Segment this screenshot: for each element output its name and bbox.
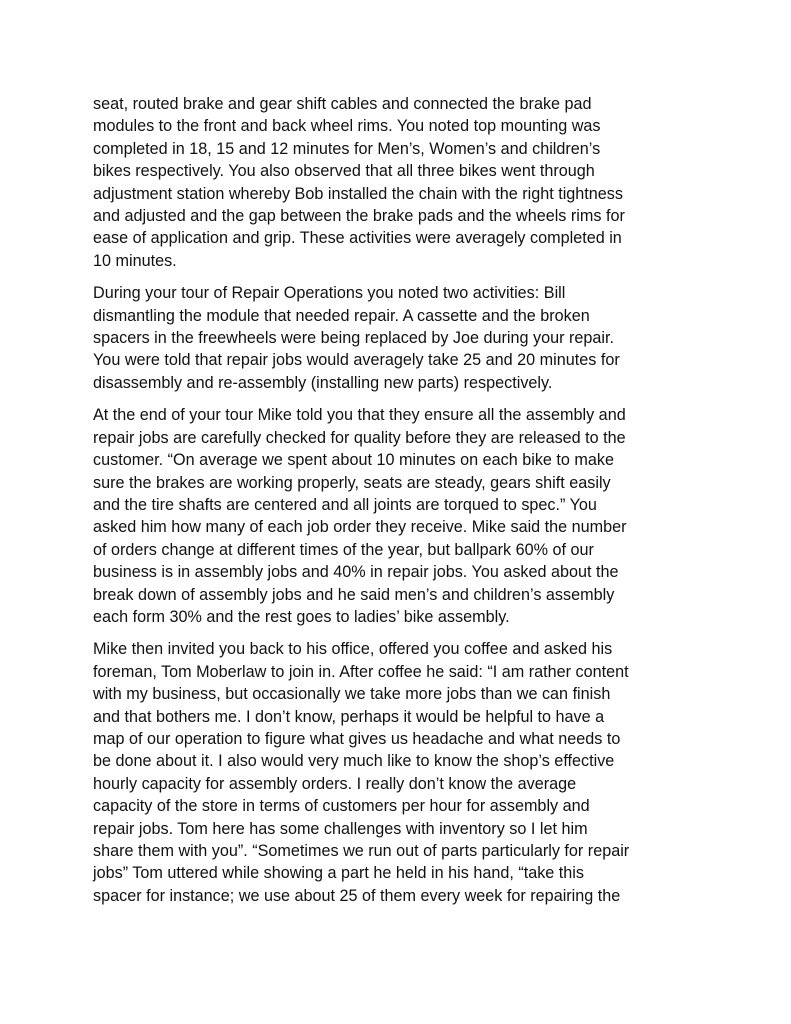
text-line: You were told that repair jobs would averagely take 25 and 20 minutes for	[93, 351, 620, 370]
paragraph-quality-check	[93, 404, 705, 628]
text-line: At the end of your tour Mike told you that they ensure all the assembly and	[93, 406, 626, 425]
text-line: foreman, Tom Moberlaw to join in. After coffee he said: “I am rather content	[93, 662, 629, 681]
paragraph-assembly-observations	[93, 93, 705, 272]
text-line: of orders change at different times of the year, but ballpark 60% of our	[93, 540, 594, 559]
text-line: Mike then invited you back to his office, offered you coffee and asked his	[93, 640, 613, 659]
text-line: each form 30% and the rest goes to ladies’ bike assembly.	[93, 607, 510, 626]
text-line: capacity of the store in terms of customers per hour for assembly and	[93, 797, 590, 816]
text-line: be done about it. I also would very much like to know the shop’s effective	[93, 752, 615, 771]
paragraph-repair-operations	[93, 282, 705, 394]
text-line: ease of application and grip. These activities were averagely completed in	[93, 229, 622, 248]
text-line: spacers in the freewheels were being replaced by Joe during your repair.	[93, 329, 614, 348]
text-line: 10 minutes.	[93, 251, 177, 270]
text-line: dismantling the module that needed repair. A cassette and the broken	[93, 306, 590, 325]
text-line: and adjusted and the gap between the brake pads and the wheels rims for	[93, 207, 625, 226]
text-line: sure the brakes are working properly, seats are steady, gears shift easily	[93, 473, 611, 492]
text-line: customer. “On average we spent about 10 minutes on each bike to make	[93, 451, 614, 470]
text-line: seat, routed brake and gear shift cables and connected the brake pad	[93, 95, 592, 113]
text-line: business is in assembly jobs and 40% in repair jobs. You asked about the	[93, 563, 619, 582]
text-line: hourly capacity for assembly orders. I really don’t know the average	[93, 774, 577, 793]
text-line: modules to the front and back wheel rims. You noted top mounting was	[93, 117, 601, 136]
text-line: repair jobs are carefully checked for quality before they are released to the	[93, 428, 626, 447]
text-line: bikes respectively. You also observed that all three bikes went through	[93, 162, 595, 181]
text-line: adjustment station whereby Bob installed the chain with the right tightness	[93, 184, 623, 203]
text-line: spacer for instance; we use about 25 of them every week for repairing the	[93, 886, 621, 905]
text-line: and that bothers me. I don’t know, perhaps it would be helpful to have a	[93, 707, 605, 726]
text-line: share them with you”. “Sometimes we run out of parts particularly for repair	[93, 842, 630, 860]
text-line: asked him how many of each job order they receive. Mike said the number	[93, 518, 627, 537]
text-line: jobs” Tom uttered while showing a part he held in his hand, “take this	[93, 864, 584, 883]
page-body	[93, 93, 705, 917]
text-line: map of our operation to figure what gives us headache and what needs to	[93, 729, 621, 748]
paragraph-office-meeting	[93, 638, 705, 907]
text-line: completed in 18, 15 and 12 minutes for Men’s, Women’s and children’s	[93, 139, 601, 158]
text-line: and the tire shafts are centered and all joints are torqued to spec.” You	[93, 495, 597, 514]
text-line: repair jobs. Tom here has some challenges with inventory so I let him	[93, 819, 588, 838]
text-line: During your tour of Repair Operations you noted two activities: Bill	[93, 284, 566, 303]
text-line: break down of assembly jobs and he said men’s and children’s assembly	[93, 585, 615, 604]
text-line: disassembly and re-assembly (installing new parts) respectively.	[93, 373, 553, 392]
text-line: with my business, but occasionally we take more jobs than we can finish	[93, 685, 611, 704]
